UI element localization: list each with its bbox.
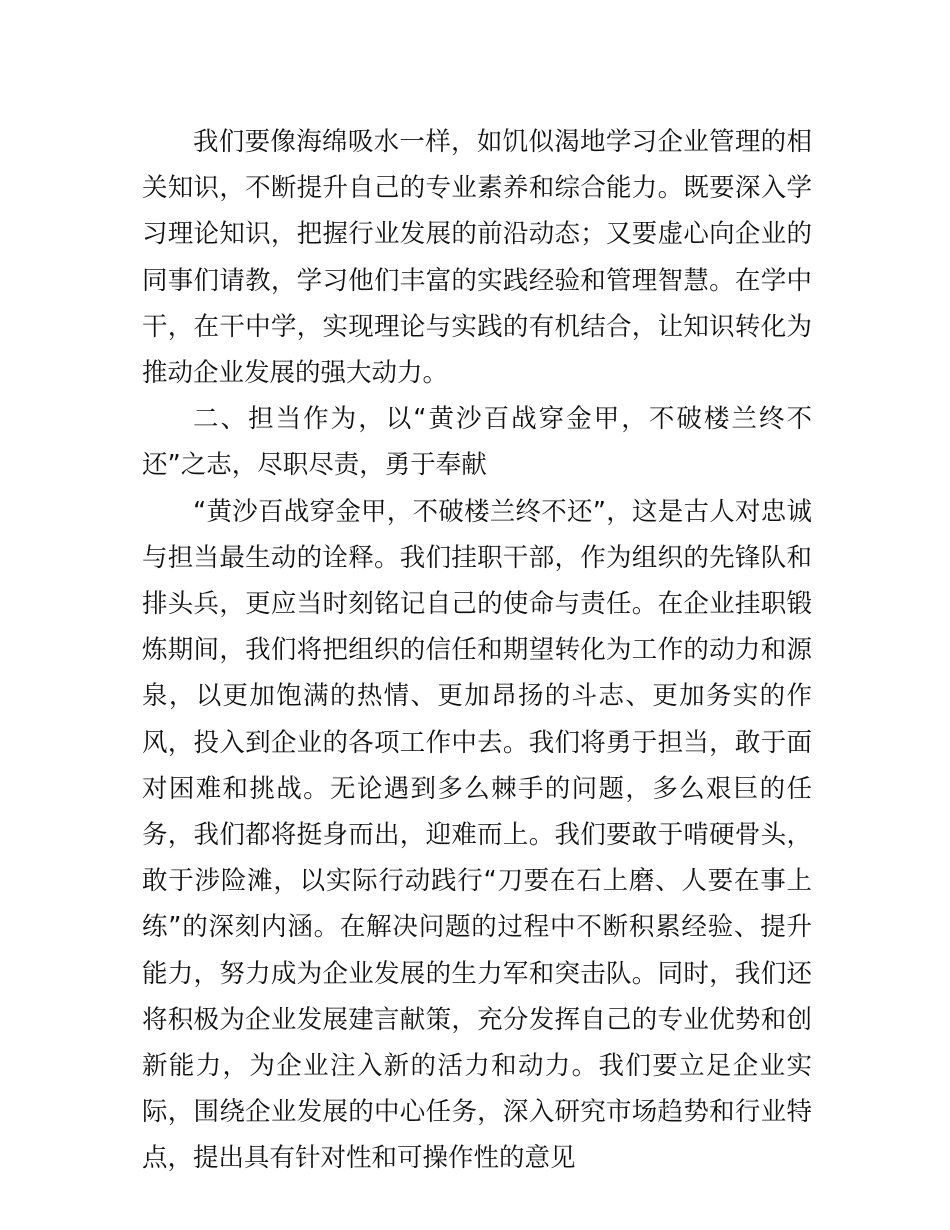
paragraph-study: 我们要像海绵吸水一样，如饥似渴地学习企业管理的相关知识，不断提升自己的专业素养和综合能力。既要深入学习理论知识，把握行业发展的前沿动态；又要虚心向企业的同事们请教，学习他们丰富的实践经验和管理智慧。在学中干，在干中学，实现理论与实践的有机结合，让知识转化为推动企业发展的强大动力。 (142, 127, 812, 389)
paragraph-responsibility: “黄沙百战穿金甲，不破楼兰终不还”，这是古人对忠诚与担当最生动的诠释。我们挂职干部，作为组织的先锋队和排头兵，更应当时刻铭记自己的使命与责任。在企业挂职锻炼期间，我们将把组织的信任和期望转化为工作的动力和源泉，以更加饱满的热情、更加昂扬的斗志、更加务实的作风，投入到企业的各项工作中去。我们将勇于担当，敢于面对困难和挑战。无论遇到多么棘手的问题，多么艰巨的任务，我们都将挺身而出，迎难而上。我们要敢于啃硬骨头，敢于涉险滩，以实际行动践行“刀要在石上磨、人要在事上练”的深刻内涵。在解决问题的过程中不断积累经验、提升能力，努力成为企业发展的生力军和突击队。同时，我们还将积极为企业发展建言献策，充分发挥自己的专业优势和创新能力，为企业注入新的活力和动力。我们要立足企业实际，围绕企业发展的中心任务，深入研究市场趋势和行业特点，提出具有针对性和可操作性的意见 (142, 496, 812, 1174)
document-page (142, 119, 812, 1182)
section-heading-two: 二、担当作为，以“黄沙百战穿金甲，不破楼兰终不还”之志，尽职尽责，勇于奉献 (142, 404, 812, 481)
